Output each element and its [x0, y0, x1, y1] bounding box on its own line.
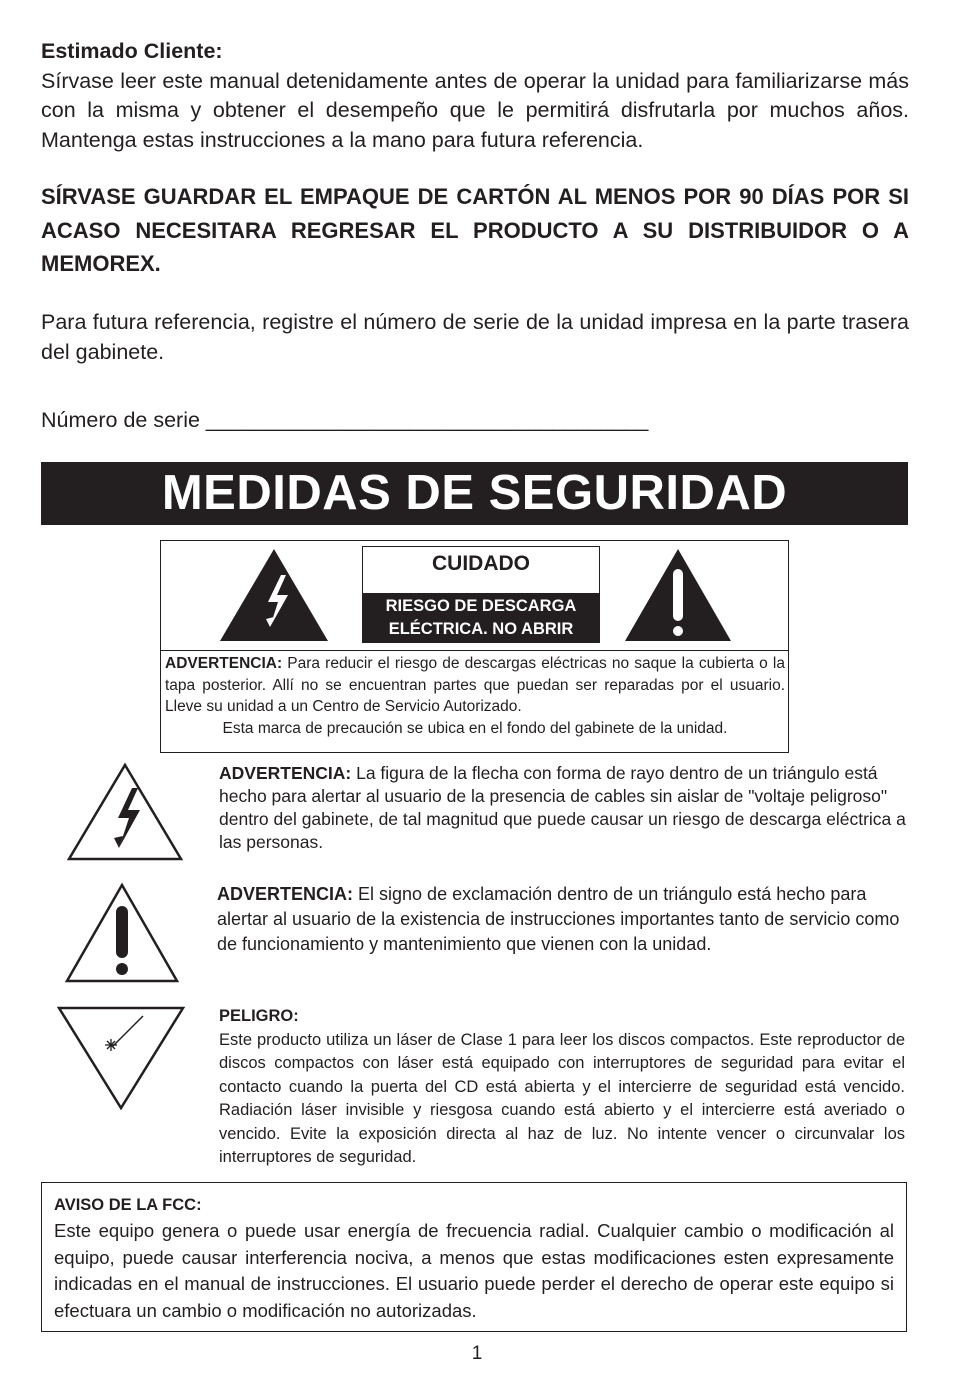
- warning-exclamation-label: ADVERTENCIA:: [217, 884, 354, 904]
- cuidado-label-box: [362, 546, 600, 643]
- caution-warning-label: ADVERTENCIA:: [165, 655, 283, 672]
- caution-divider: [161, 650, 788, 651]
- fcc-text: Este equipo genera o puede usar energía de frecuencia radial. Cualquier cambio o modificación al equipo, puede causar interferencia nociva, a menos que estas modificaciones esten expresamente indicadas en el manual de instrucciones. El usuario puede perder el derecho de operar este equipo si efectuara un cambio o modificación no autorizadas.: [54, 1220, 894, 1321]
- safety-banner-title: MEDIDAS DE SEGURIDAD: [41, 462, 908, 525]
- cuidado-subtitle-line1: RIESGO DE DESCARGA: [385, 597, 577, 615]
- cuidado-title: CUIDADO: [432, 552, 530, 575]
- laser-triangle-icon: [56, 1005, 186, 1111]
- page-number: 1: [471, 1343, 483, 1364]
- warning-lightning-text: [219, 762, 909, 854]
- caution-location-note: Esta marca de precaución se ubica en el fondo del gabinete de la unidad.: [222, 719, 728, 737]
- warning-exclamation-text: [217, 882, 907, 957]
- cuidado-subtitle: [363, 593, 599, 642]
- intro-paragraph: [41, 37, 909, 155]
- warning-lightning-label: ADVERTENCIA:: [219, 763, 352, 783]
- serial-number-line: Número de serie _____________________________________: [41, 408, 649, 432]
- warning-exclamation-body: El signo de exclamación dentro de un triángulo está hecho para alertar al usuario de la existencia de instrucciones importantes tanto de servicio como de funcionamiento y mantenimiento que vienen con la unidad.: [217, 884, 900, 954]
- warning-laser-text: [219, 1005, 905, 1170]
- caution-box: [160, 540, 789, 753]
- lightning-triangle-outline-icon: [66, 762, 184, 862]
- lightning-triangle-icon: [218, 547, 330, 643]
- warning-laser-label: PELIGRO:: [219, 1007, 299, 1025]
- cuidado-subtitle-line2: ELÉCTRICA. NO ABRIR: [388, 620, 574, 638]
- warning-laser-body: Este producto utiliza un láser de Clase 1 para leer los discos compactos. Este reproductor de discos compactos con láser está equipado con interruptores de seguridad para evitar el contacto cuando la puerta del CD está abierta y el intercierre de seguridad está vencido. Radiación láser invisible y riesgosa cuando está abierto y el intercierre está averiado o vencido. Evite la exposición directa al haz de luz. No intente vencer o circunvalar los interruptores de seguridad.: [219, 1030, 905, 1166]
- intro-label: Estimado Cliente:: [41, 39, 223, 63]
- warning-lightning-body: La figura de la flecha con forma de rayo dentro de un triángulo está hecho para alertar al usuario de la presencia de cables sin aislar de "voltaje peligroso" dentro del gabinete, de tal magnitud que puede causar un riesgo de descarga eléctrica a las personas.: [219, 763, 906, 852]
- fcc-title: AVISO DE LA FCC:: [54, 1196, 202, 1214]
- caution-warning-text: [165, 653, 785, 739]
- exclamation-triangle-icon: [623, 547, 733, 643]
- serial-note: Para futura referencia, registre el número de serie de la unidad impresa en la parte trasera del gabinete.: [41, 310, 909, 364]
- caution-warning-body: Para reducir el riesgo de descargas eléctricas no saque la cubierta o la tapa posterior. Allí no se encuentran partes que puedan ser reparadas por el usuario. Lleve su unidad a un Centro de Servicio Autorizado.: [165, 655, 785, 715]
- exclamation-triangle-outline-icon: [64, 882, 180, 984]
- intro-text: Sírvase leer este manual detenidamente antes de operar la unidad para familiarizarse más con la misma y obtener el desempeño que le permitirá disfrutarla por muchos años. Mantenga estas instrucciones a la mano para futura referencia.: [41, 68, 909, 152]
- fcc-notice-box: [41, 1182, 907, 1332]
- keep-carton-notice: SÍRVASE GUARDAR EL EMPAQUE DE CARTÓN AL MENOS POR 90 DÍAS POR SI ACASO NECESITARA REGRESAR EL PRODUCTO A SU DISTRIBUIDOR O A MEMOREX.: [41, 184, 909, 276]
